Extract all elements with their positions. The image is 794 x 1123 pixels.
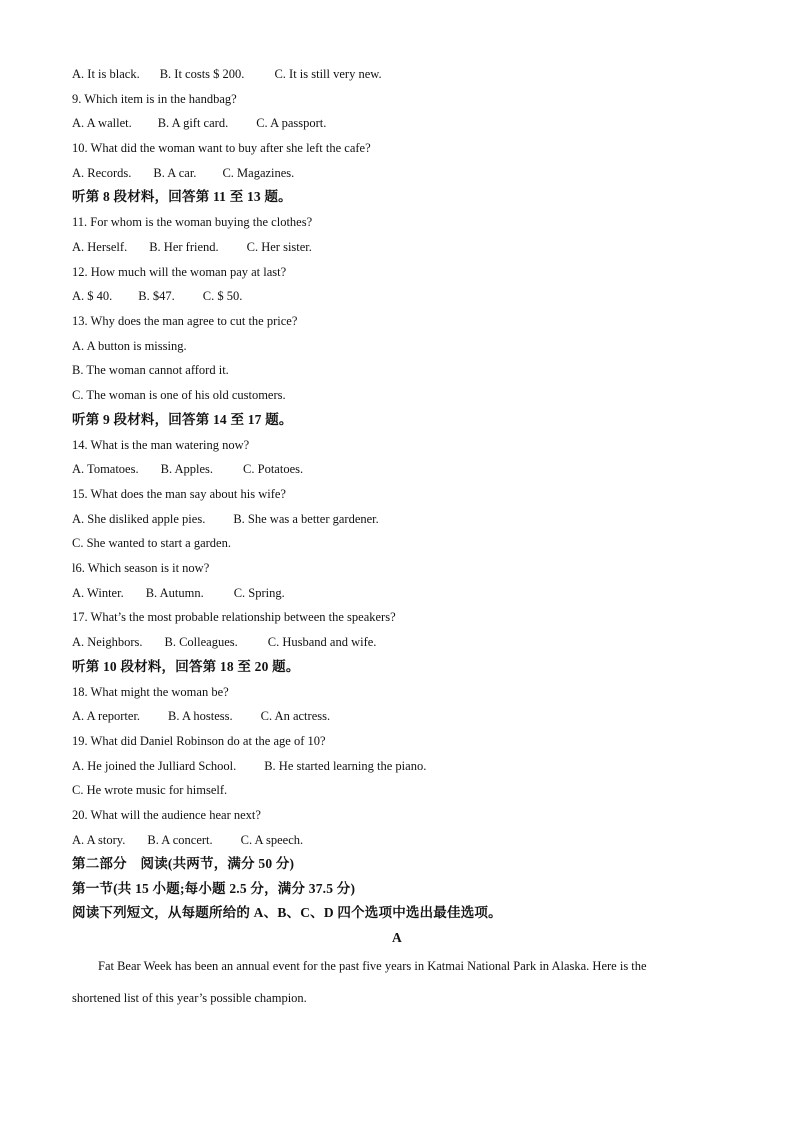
q12-options (72, 288, 242, 304)
q19-options (72, 758, 426, 774)
q19-option-a: A. He joined the Julliard School. (72, 759, 237, 773)
q20-option-a: A. A story. (72, 833, 126, 847)
q12-option-c: C. $ 50. (202, 289, 243, 303)
q9-question: 9. Which item is in the handbag? (72, 92, 237, 106)
q16-option-a: A. Winter. (72, 586, 124, 600)
q10-options (72, 165, 294, 181)
passage-paragraph-line-2: shortened list of this year’s possible champion. (72, 991, 307, 1005)
q17-question: 17. What’s the most probable relationship between the speakers? (72, 610, 396, 624)
section-1-title: 第一节(共 15 小题;每小题 2.5 分，满分 37.5 分) (72, 881, 356, 896)
q13-question: 13. Why does the man agree to cut the price? (72, 314, 298, 328)
q10-option-b: B. A car. (153, 166, 197, 180)
passage-paragraph-line-1: Fat Bear Week has been an annual event for the past five years in Katmai National Park in Alaska. Here is the (98, 959, 647, 973)
q14-option-b: B. Apples. (160, 462, 214, 476)
q15-options (72, 511, 379, 527)
q9-option-b: B. A gift card. (157, 116, 229, 130)
q12-question: 12. How much will the woman pay at last? (72, 265, 287, 279)
q14-option-a: A. Tomatoes. (72, 462, 139, 476)
q20-options (72, 832, 303, 848)
q17-option-a: A. Neighbors. (72, 635, 143, 649)
passage-label: A (392, 930, 402, 945)
q14-question: 14. What is the man watering now? (72, 438, 250, 452)
q13-option-c: C. The woman is one of his old customers. (72, 388, 286, 402)
section-9-heading: 听第 9 段材料，回答第 14 至 17 题。 (72, 412, 293, 427)
q16-options (72, 585, 285, 601)
q9-options (72, 115, 326, 131)
q19-option-b: B. He started learning the piano. (264, 759, 427, 773)
q11-option-a: A. Herself. (72, 240, 128, 254)
q17-options (72, 634, 376, 650)
reading-instruction: 阅读下列短文，从每题所给的 A、B、C、D 四个选项中选出最佳选项。 (72, 905, 502, 920)
q18-option-a: A. A reporter. (72, 709, 141, 723)
q19-option-c: C. He wrote music for himself. (72, 783, 228, 797)
section-10-heading: 听第 10 段材料，回答第 18 至 20 题。 (72, 659, 300, 674)
q17-option-c: C. Husband and wife. (267, 635, 377, 649)
q18-options (72, 708, 330, 724)
q16-option-b: B. Autumn. (145, 586, 204, 600)
q15-option-b: B. She was a better gardener. (233, 512, 379, 526)
q16-question: l6. Which season is it now? (72, 561, 210, 575)
q9-option-c: C. A passport. (256, 116, 327, 130)
q15-option-c: C. She wanted to start a garden. (72, 536, 231, 550)
q13-option-b: B. The woman cannot afford it. (72, 363, 229, 377)
q20-question: 20. What will the audience hear next? (72, 808, 261, 822)
q10-question: 10. What did the woman want to buy after she left the cafe? (72, 141, 371, 155)
q9-option-a: A. A wallet. (72, 116, 132, 130)
q15-question: 15. What does the man say about his wife? (72, 487, 286, 501)
q19-question: 19. What did Daniel Robinson do at the age of 10? (72, 734, 326, 748)
q15-option-a: A. She disliked apple pies. (72, 512, 206, 526)
q8-options (72, 66, 382, 82)
section-8-heading: 听第 8 段材料，回答第 11 至 13 题。 (72, 189, 292, 204)
q8-option-c: C. It is still very new. (274, 67, 382, 81)
q10-option-a: A. Records. (72, 166, 132, 180)
q18-question: 18. What might the woman be? (72, 685, 229, 699)
q11-option-c: C. Her sister. (246, 240, 312, 254)
q10-option-c: C. Magazines. (222, 166, 295, 180)
q14-option-c: C. Potatoes. (243, 462, 304, 476)
q20-option-b: B. A concert. (147, 833, 213, 847)
q13-option-a: A. A button is missing. (72, 339, 187, 353)
q17-option-b: B. Colleagues. (164, 635, 238, 649)
q16-option-c: C. Spring. (233, 586, 285, 600)
q11-option-b: B. Her friend. (149, 240, 219, 254)
q14-options (72, 461, 303, 477)
q12-option-a: A. $ 40. (72, 289, 113, 303)
q8-option-a: A. It is black. (72, 67, 140, 81)
part-2-title: 第二部分 阅读(共两节，满分 50 分) (72, 856, 295, 871)
q11-options (72, 239, 312, 255)
q20-option-c: C. A speech. (240, 833, 304, 847)
q11-question: 11. For whom is the woman buying the clothes? (72, 215, 313, 229)
q12-option-b: B. $47. (138, 289, 175, 303)
q18-option-b: B. A hostess. (168, 709, 233, 723)
q8-option-b: B. It costs $ 200. (159, 67, 245, 81)
q18-option-c: C. An actress. (260, 709, 331, 723)
